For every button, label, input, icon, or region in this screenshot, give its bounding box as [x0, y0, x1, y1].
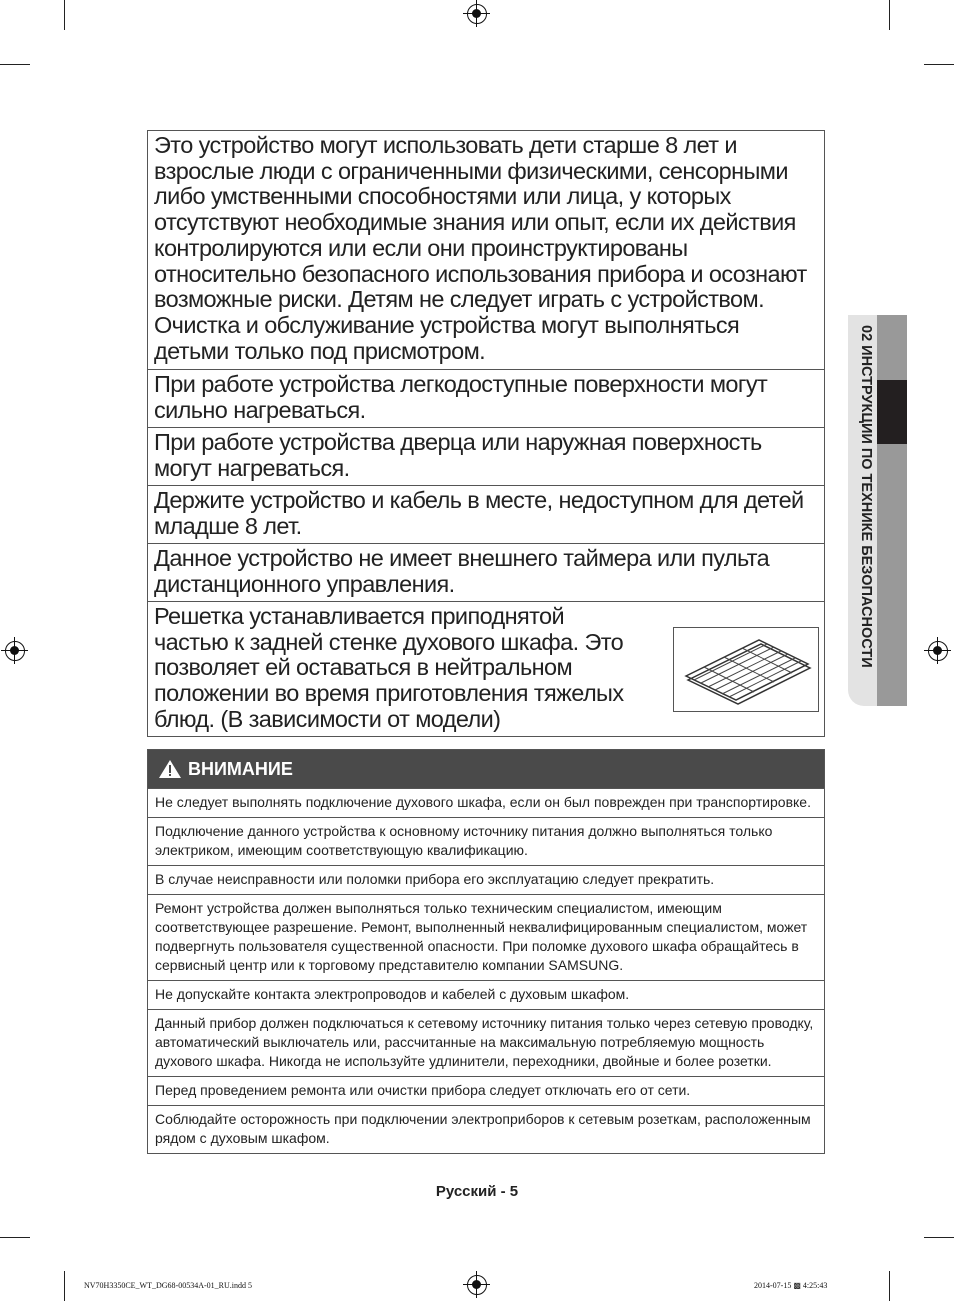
page-number: Русский - 5	[435, 1183, 519, 1200]
warning-header	[148, 750, 824, 788]
side-tab-label: 02 ИНСТРУКЦИИ ПО ТЕХНИКЕ БЕЗОПАСНОСТИ	[858, 325, 874, 668]
instruction-text: Решетка устанавливается приподнятой частью к задней стенке духового шкафа. Это позволяет ей оставаться в нейтральном положении во время приготовления тяжелых блюд. (В зависимости от модели)	[154, 603, 624, 732]
registration-mark-icon	[5, 641, 25, 661]
crop-mark	[0, 64, 30, 65]
crop-mark	[924, 1237, 954, 1238]
safety-instructions-table	[147, 130, 825, 737]
warning-row: Ремонт устройства должен выполняться только техническим специалистом, имеющим соответствующее разрешение. Ремонт, выполненный неквалифицированным специалистом, может подвергнуть пользователя существенной опасности. При поломке духового шкафа обращайтесь в сервисный центр или к торговому представителю компании SAMSUNG.	[148, 894, 824, 980]
side-tab-marker	[877, 380, 907, 444]
instruction-row: Это устройство могут использовать дети старше 8 лет и взрослые люди с ограниченными физическими, сенсорными либо умственными способностями или лица, у которых отсутствуют необходимые знания или опыт, если их действия контролируются или если они проинструктированы относительно безопасного использования прибора и осознают возможные риски. Детям не следует играть с устройством. Очистка и обслуживание устройства могут выполняться детьми только под присмотром.	[154, 132, 807, 364]
warning-triangle-icon	[158, 759, 182, 779]
instruction-row: При работе устройства легкодоступные поверхности могут сильно нагреваться.	[148, 369, 824, 427]
warning-row: Перед проведением ремонта или очистки прибора следует отключать его от сети.	[148, 1076, 824, 1105]
oven-rack-image	[673, 627, 819, 712]
side-tab-bar	[877, 315, 907, 706]
instruction-row: Держите устройство и кабель в месте, недоступном для детей младше 8 лет.	[148, 485, 824, 543]
file-slug: NV70H3350CE_WT_DG68-00534A-01_RU.indd 5	[84, 1281, 252, 1290]
instruction-row	[148, 601, 824, 736]
warning-row: В случае неисправности или поломки прибора его эксплуатацию следует прекратить.	[148, 865, 824, 894]
warning-section	[147, 749, 825, 1154]
registration-mark-icon	[467, 4, 487, 24]
warning-title: ВНИМАНИЕ	[188, 758, 293, 779]
instruction-row: При работе устройства дверца или наружная поверхность могут нагреваться.	[148, 427, 824, 485]
crop-mark	[889, 1271, 890, 1301]
crop-mark	[64, 1271, 65, 1301]
warning-row: Подключение данного устройства к основному источнику питания должно выполняться только электриком, имеющим соответствующую квалификацию.	[148, 817, 824, 865]
crop-mark	[889, 0, 890, 30]
crop-mark	[0, 1237, 30, 1238]
registration-mark-icon	[467, 1275, 487, 1295]
warning-row: Не следует выполнять подключение духового шкафа, если он был поврежден при транспортировке.	[148, 788, 824, 817]
warning-row: Данный прибор должен подключаться к сетевому источнику питания только через сетевую проводку, автоматический выключатель или, рассчитанные на максимальную потребляемую мощность духового шкафа. Никогда не используйте удлинители, переходники, двойные и более розетки.	[148, 1009, 824, 1076]
registration-mark-icon	[928, 641, 948, 661]
crop-mark	[64, 0, 65, 30]
crop-mark	[924, 64, 954, 65]
print-timestamp: 2014-07-15 ▩ 4:25:43	[754, 1281, 828, 1290]
instruction-row: Данное устройство не имеет внешнего таймера или пульта дистанционного управления.	[148, 543, 824, 601]
warning-row: Не допускайте контакта электропроводов и кабелей с духовым шкафом.	[148, 980, 824, 1009]
warning-row: Соблюдайте осторожность при подключении электроприборов к сетевым розеткам, расположенным рядом с духовым шкафом.	[148, 1105, 824, 1153]
